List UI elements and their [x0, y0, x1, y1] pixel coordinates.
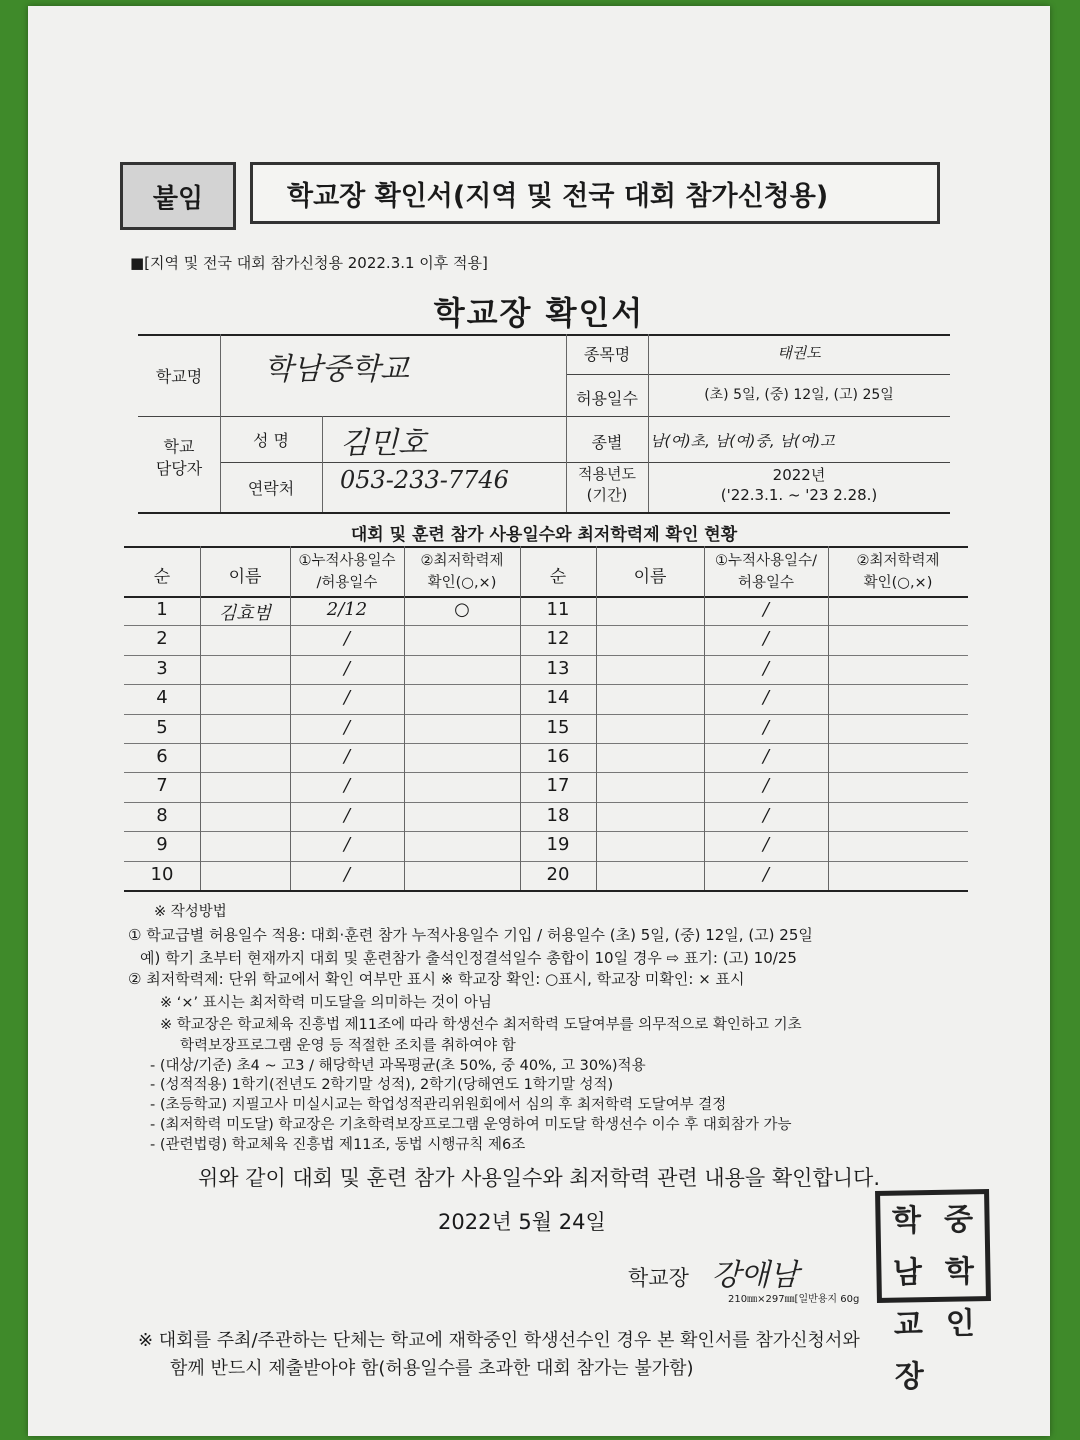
header-days: ①누적사용일수 /허용일수	[298, 553, 396, 591]
method-line: 예) 학기 초부터 현재까지 대회 및 훈련참가 출석인정결석일수 총합이 10일 경우 ⇨ 표기: (고) 10/25	[140, 949, 797, 967]
usage-table-vline	[596, 546, 597, 890]
table-cell-days: /	[343, 628, 351, 650]
usage-table-bottom-border	[124, 890, 968, 892]
method-line: - (초등학교) 지필고사 미실시교는 학업성적관리위원회에서 심의 후 최저학력 도달여부 결정	[150, 1097, 727, 1113]
table-caption: 대회 및 훈련 참가 사용일수와 최저학력제 확인 현황	[350, 525, 738, 545]
paper-spec: 210㎜×297㎜[일반용지 60g	[728, 1294, 860, 1305]
usage-table-row-line	[124, 802, 968, 803]
document-header-title: 학교장 확인서(지역 및 전국 대회 참가신청용)	[250, 162, 940, 224]
table-cell-right-n: 13	[546, 657, 570, 679]
category-label: 종별	[591, 433, 623, 452]
table-cell-right-days: /	[762, 716, 770, 738]
table-cell-right-n: 18	[546, 804, 570, 826]
usage-table-row-line	[124, 772, 968, 773]
table-cell-right-days: /	[762, 775, 770, 797]
issue-date: 2022년 5월 24일	[438, 1210, 606, 1234]
table-cell-name: 김효범	[218, 603, 272, 624]
table-cell-n: 2	[156, 628, 168, 650]
header-name: 이름	[228, 567, 262, 587]
contact-label: 학교 담당자	[155, 437, 203, 478]
method-line: 학력보장프로그램 운영 등 적절한 조치를 취하여야 함	[180, 1038, 516, 1054]
table-cell-n: 3	[156, 657, 168, 679]
school-label: 학교명	[155, 367, 203, 386]
header-num: 순	[153, 567, 171, 587]
table-cell-n: 10	[150, 863, 174, 885]
header-min: ②최저학력제 확인(○,×)	[420, 553, 504, 591]
table-cell-min: ○	[454, 599, 470, 620]
info-table-top-border	[138, 334, 950, 336]
table-cell-right-n: 12	[546, 628, 570, 650]
table-cell-right-days: /	[762, 657, 770, 679]
table-cell-right-n: 20	[546, 863, 570, 885]
table-cell-right-n: 17	[546, 775, 570, 797]
table-cell-right-days: /	[762, 746, 770, 767]
table-cell-right-n: 15	[546, 716, 570, 738]
usage-table-row-line	[124, 861, 968, 862]
table-cell-right-days: /	[762, 687, 770, 709]
table-cell-days: /	[343, 804, 351, 826]
footer-note-line: ※ 대회를 주최/주관하는 단체는 학교에 재학중인 학생선수인 경우 본 확인서를 참가신청서와	[138, 1330, 860, 1351]
usage-table-header-border	[124, 596, 968, 598]
document-paper	[28, 6, 1050, 1436]
usage-table-row-line	[124, 625, 968, 626]
table-cell-n: 9	[156, 834, 168, 856]
footer-note-line: 함께 반드시 제출받아야 함(허용일수를 초과한 대회 참가는 불가함)	[170, 1358, 694, 1379]
usage-table-row-line	[124, 743, 968, 744]
attachment-tag: 붙임	[120, 162, 236, 230]
school-value: 학남중학교	[264, 352, 409, 387]
days-label: 허용일수	[576, 389, 638, 408]
table-cell-days: /	[343, 657, 351, 679]
table-cell-days: /	[343, 834, 351, 856]
table-cell-n: 1	[156, 599, 168, 620]
usage-table-row-line	[124, 655, 968, 656]
table-cell-days: 2/12	[326, 599, 368, 620]
seal-glyph: 교장	[893, 1307, 925, 1395]
table-cell-right-n: 19	[546, 834, 570, 856]
name-label: 성 명	[253, 431, 289, 450]
seal-glyph: 인	[945, 1306, 976, 1342]
table-cell-right-days: /	[762, 628, 770, 650]
name-value: 김민호	[340, 426, 427, 461]
table-cell-right-days: /	[762, 863, 770, 885]
info-table-vline	[322, 416, 323, 512]
usage-table-vline	[828, 546, 829, 890]
table-cell-n: 8	[156, 804, 168, 826]
table-cell-days: /	[343, 746, 351, 767]
table-cell-right-days: /	[762, 599, 770, 620]
table-cell-right-n: 16	[546, 746, 570, 767]
info-table-divider	[220, 462, 950, 463]
usage-table-row-line	[124, 684, 968, 685]
category-value: 남(여)초, 남(여)중, 남(여)고	[650, 432, 835, 450]
year-label: 적용년도 (기간)	[578, 465, 636, 504]
usage-table-top-border	[124, 546, 968, 548]
page-title: 학교장 확인서	[433, 294, 645, 332]
table-cell-right-days: /	[762, 834, 770, 856]
usage-table-row-line	[124, 714, 968, 715]
phone-label: 연락처	[247, 479, 295, 498]
method-line: ※ 작성방법	[154, 904, 227, 920]
usage-table-row-line	[124, 831, 968, 832]
method-line: ① 학교급별 허용일수 적용: 대회·훈련 참가 누적사용일수 기입 / 허용일수 (초) 5일, (중) 12일, (고) 25일	[128, 926, 813, 944]
table-cell-right-n: 14	[546, 687, 570, 709]
principal-label: 학교장	[628, 1266, 689, 1290]
table-cell-n: 4	[156, 687, 168, 709]
method-line: - (최저학력 미도달) 학교장은 기초학력보장프로그램 운영하여 미도달 학생선수 이수 후 대회참가 가능	[150, 1117, 792, 1133]
method-line: - (성적적용) 1학기(전년도 2학기말 성적), 2학기(당해연도 1학기말 성적)	[150, 1077, 614, 1093]
seal-glyph: 중학	[943, 1202, 975, 1290]
info-table-divider	[138, 416, 950, 417]
table-cell-right-days: /	[762, 804, 770, 826]
info-table-bottom-border	[138, 512, 950, 514]
table-cell-days: /	[343, 687, 351, 709]
table-cell-right-n: 11	[546, 599, 570, 620]
application-note: ■[지역 및 전국 대회 참가신청용 2022.3.1 이후 적용]	[130, 254, 488, 272]
method-line: ② 최저학력제: 단위 학교에서 확인 여부만 표시 ※ 학교장 확인: ○표시, 학교장 미확인: × 표시	[128, 970, 745, 988]
usage-table-vline	[200, 546, 201, 890]
method-line: - (관련법령) 학교체육 진흥법 제11조, 동법 시행규칙 제6조	[150, 1137, 526, 1153]
info-table-divider	[566, 374, 950, 375]
header-num-right: 순	[549, 567, 567, 587]
principal-signature: 강애남	[711, 1258, 799, 1293]
table-cell-n: 5	[156, 716, 168, 738]
confirmation-statement: 위와 같이 대회 및 훈련 참가 사용일수와 최저학력 관련 내용을 확인합니다.	[197, 1166, 880, 1190]
table-cell-days: /	[343, 863, 351, 885]
method-line: ※ 학교장은 학교체육 진흥법 제11조에 따라 학생선수 최저학력 도달여부를 의무적으로 확인하고 기초	[160, 1017, 802, 1033]
event-label: 종목명	[583, 345, 631, 364]
table-cell-days: /	[343, 716, 351, 738]
usage-table-vline	[404, 546, 405, 890]
seal-glyph: 학남	[891, 1203, 923, 1291]
period-value: ('22.3.1. ~ '23 2.28.)	[720, 486, 878, 504]
event-value: 태권도	[777, 344, 821, 362]
table-cell-n: 7	[156, 775, 168, 797]
method-line: - (대상/기준) 초4 ~ 고3 / 해당학년 과목평균(초 50%, 중 40%, 고 30%)적용	[150, 1058, 646, 1074]
table-cell-n: 6	[156, 746, 168, 767]
header-name-right: 이름	[633, 567, 667, 587]
days-value: (초) 5일, (중) 12일, (고) 25일	[704, 387, 894, 403]
method-line: ※ ‘×’ 표시는 최저학력 미도달을 의미하는 것이 아님	[160, 995, 492, 1011]
official-seal	[875, 1189, 991, 1395]
principal-line	[628, 1250, 799, 1294]
phone-value: 053-233-7746	[340, 466, 509, 494]
year-value: 2022년	[772, 466, 826, 484]
header-min-right: ②최저학력제 확인(○,×)	[856, 553, 940, 591]
table-cell-days: /	[343, 775, 351, 797]
header-days-right: ①누적사용일수/ 허용일수	[715, 553, 817, 591]
